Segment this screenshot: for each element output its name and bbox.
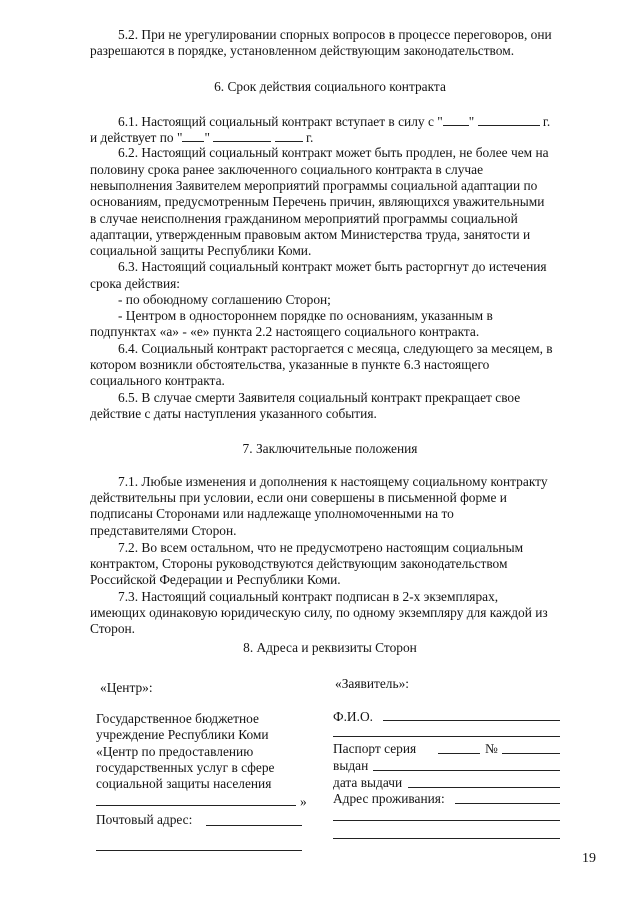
center-org-line-2: учреждение Республики Коми — [96, 727, 269, 742]
applicant-passport-label: Паспорт серия — [333, 741, 417, 756]
applicant-address-line-1 — [455, 803, 560, 804]
center-mail-line-1 — [206, 825, 302, 826]
para-6-3-line-2: срока действия: — [90, 276, 181, 291]
passport-number-label: № — [485, 741, 498, 756]
day-blank-end — [182, 129, 204, 142]
section-7-heading: 7. Заключительные положения — [242, 441, 418, 456]
para-6-3-line-5: подпунктах «а» - «е» пункта 2.2 настоящего социального контракта. — [90, 324, 480, 339]
text-6-1-f: г. — [305, 130, 314, 145]
para-5-2-line-2: разрешаются в порядке, установленном действующим законодательством. — [90, 43, 515, 58]
applicant-fio-label: Ф.И.О. — [333, 709, 373, 724]
center-org-name-line — [96, 805, 296, 806]
para-7-1-line-1: 7.1. Любые изменения и дополнения к настоящему социальному контракту — [118, 474, 548, 489]
para-6-1-line-1 — [118, 113, 550, 130]
para-6-2-line-3: невыполнения Заявителем мероприятий программы социальной адаптации по — [90, 178, 538, 193]
para-6-4-line-3: социального контракта. — [90, 373, 225, 388]
passport-number-line — [502, 753, 560, 754]
passport-series-line — [438, 753, 480, 754]
center-org-line-4: государственных услуг в сфере — [96, 760, 275, 775]
para-5-2-line-1: 5.2. При не урегулировании спорных вопросов в процессе переговоров, они — [118, 27, 552, 42]
applicant-fio-line — [383, 720, 560, 721]
month-blank-start — [478, 113, 540, 126]
para-6-4-line-1: 6.4. Социальный контракт расторгается с месяца, следующего за месяцем, в — [118, 341, 553, 356]
para-6-2-line-4: основаниям, предусмотренным Перечень причин, являющихся уважительными — [90, 194, 545, 209]
applicant-address-label: Адрес проживания: — [333, 791, 445, 806]
applicant-address-line-3 — [333, 838, 560, 839]
center-mail-line-2 — [96, 850, 302, 851]
page-number: 19 — [582, 851, 596, 866]
para-7-2-line-1: 7.2. Во всем остальном, что не предусмотрено настоящим социальным — [118, 540, 524, 555]
text-6-1-d: и действует по " — [90, 130, 183, 145]
month-blank-end — [213, 129, 271, 142]
applicant-fio-line-2 — [333, 736, 560, 737]
section-6-heading: 6. Срок действия социального контракта — [214, 79, 446, 94]
text-6-1-a: 6.1. Настоящий социальный контракт вступает в силу с " — [118, 114, 443, 129]
text-6-1-b: " — [468, 114, 475, 129]
applicant-party-title: «Заявитель»: — [335, 676, 409, 691]
center-org-line-3: «Центр по предоставлению — [96, 744, 254, 759]
applicant-issued-line — [373, 770, 560, 771]
para-7-2-line-3: Российской Федерации и Республики Коми. — [90, 572, 341, 587]
applicant-address-line-2 — [333, 820, 560, 821]
para-6-1-line-2 — [90, 129, 313, 146]
para-7-1-line-2: действительны при условии, если они совершены в письменной форме и — [90, 490, 507, 505]
text-6-1-c: г. — [542, 114, 551, 129]
para-6-2-line-1: 6.2. Настоящий социальный контракт может быть продлен, не более чем на — [118, 145, 549, 160]
para-6-3-line-1: 6.3. Настоящий социальный контракт может быть расторгнут до истечения — [118, 259, 547, 274]
para-6-2-line-6: адаптации, утвержденным правовым актом Министерства труда, занятости и — [90, 227, 531, 242]
year-blank-end — [275, 129, 303, 142]
para-7-3-line-1: 7.3. Настоящий социальный контракт подписан в 2-х экземплярах, — [118, 589, 499, 604]
para-7-2-line-2: контрактом, Стороны руководствуются действующим законодательством — [90, 556, 508, 571]
day-blank-start — [443, 113, 469, 126]
para-7-3-line-3: Сторон. — [90, 621, 136, 636]
para-7-3-line-2: имеющих одинаковую юридическую силу, по одному экземпляру для каждой из — [90, 605, 548, 620]
para-7-1-line-4: представителями Сторон. — [90, 523, 237, 538]
section-8-heading: 8. Адреса и реквизиты Сторон — [243, 640, 417, 655]
center-org-line-1: Государственное бюджетное — [96, 711, 259, 726]
para-6-4-line-2: котором возникли обстоятельства, указанные в пункте 6.3 настоящего — [90, 357, 490, 372]
para-6-2-line-7: социальной защиты Республики Коми. — [90, 243, 312, 258]
applicant-issued-label: выдан — [333, 758, 369, 773]
para-6-3-line-4: - Центром в одностороннем порядке по основаниям, указанным в — [118, 308, 493, 323]
center-close-quote: » — [300, 794, 307, 809]
para-7-1-line-3: подписаны Сторонами или надлежаще уполномоченными на то — [90, 506, 454, 521]
center-party-title: «Центр»: — [100, 680, 153, 695]
para-6-5-line-2: действие с даты наступления указанного события. — [90, 406, 377, 421]
para-6-3-line-3: - по обоюдному соглашению Сторон; — [118, 292, 331, 307]
applicant-issue-date-line — [408, 787, 560, 788]
para-6-5-line-1: 6.5. В случае смерти Заявителя социальный контракт прекращает свое — [118, 390, 521, 405]
center-org-line-5: социальной защиты населения — [96, 776, 272, 791]
center-mail-label: Почтовый адрес: — [96, 812, 193, 827]
para-6-2-line-5: в случае неисполнения гражданином мероприятий программы социальной — [90, 211, 518, 226]
applicant-issue-date-label: дата выдачи — [333, 775, 403, 790]
text-6-1-e: " — [204, 130, 210, 145]
para-6-2-line-2: половину срока ранее заключенного социального контракта в случае — [90, 162, 484, 177]
